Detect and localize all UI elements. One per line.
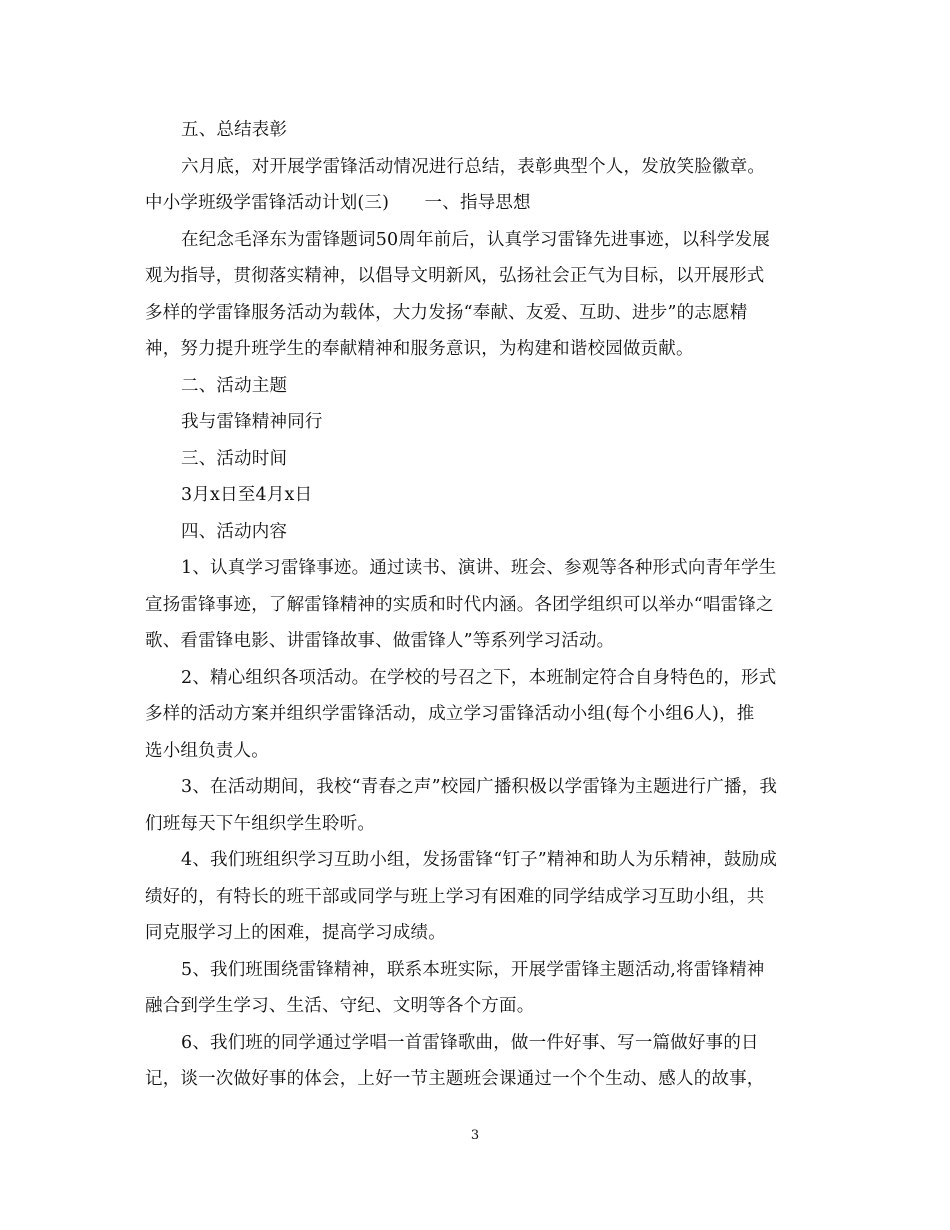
text-line: 观为指导，贯彻落实精神，以倡导文明新风，弘扬社会正气为目标，以开展形式 xyxy=(145,266,765,286)
text-line: 绩好的，有特长的班干部或同学与班上学习有困难的同学结成学习互助小组，共 xyxy=(145,887,765,907)
text-line: 多样的活动方案并组织学雷锋活动，成立学习雷锋活动小组(每个小组6人)，推 xyxy=(145,704,755,724)
text-line: 6、我们班的同学通过学唱一首雷锋歌曲，做一件好事、写一篇做好事的日 xyxy=(181,1033,759,1053)
text-line: 五、总结表彰 xyxy=(181,120,288,140)
text-line: 选小组负责人。 xyxy=(145,741,269,761)
text-line: 三、活动时间 xyxy=(181,449,288,469)
text-line: 3、在活动期间，我校“青春之声”校园广播积极以学雷锋为主题进行广播，我 xyxy=(181,777,778,797)
text-line: 们班每天下午组织学生聆听。 xyxy=(145,814,376,834)
text-line: 3月x日至4月x日 xyxy=(181,485,313,505)
text-line: 4、我们班组织学习互助小组，发扬雷锋“钉子”精神和助人为乐精神，鼓励成 xyxy=(181,850,778,870)
text-line: 我与雷锋精神同行 xyxy=(181,412,323,432)
text-line: 同克服学习上的困难，提高学习成绩。 xyxy=(145,923,446,943)
text-line: 六月底，对开展学雷锋活动情况进行总结，表彰典型个人，发放笑脸徽章。 xyxy=(181,157,766,177)
text-line: 在纪念毛泽东为雷锋题词50周年前后，认真学习雷锋先进事迹，以科学发展 xyxy=(181,230,771,250)
text-line: 记，谈一次做好事的体会，上好一节主题班会课通过一个个生动、感人的故事， xyxy=(145,1069,765,1089)
text-line: 5、我们班围绕雷锋精神，联系本班实际，开展学雷锋主题活动,将雷锋精神 xyxy=(181,960,765,980)
page-number: 3 xyxy=(470,1128,480,1143)
text-line: 中小学班级学雷锋活动计划(三) 一、指导思想 xyxy=(145,193,531,213)
text-line: 神，努力提升班学生的奉献精神和服务意识，为构建和谐校园做贡献。 xyxy=(145,339,694,359)
text-line: 二、活动主题 xyxy=(181,376,288,396)
text-line: 2、精心组织各项活动。在学校的号召之下，本班制定符合自身特色的，形式 xyxy=(181,668,777,688)
text-line: 宣扬雷锋事迹，了解雷锋精神的实质和时代内涵。各团学组织可以举办“唱雷锋之 xyxy=(145,595,774,615)
text-line: 融合到学生学习、生活、守纪、文明等各个方面。 xyxy=(145,996,535,1016)
text-line: 歌、看雷锋电影、讲雷锋故事、做雷锋人”等系列学习活动。 xyxy=(145,631,615,651)
text-line: 多样的学雷锋服务活动为载体，大力发扬“奉献、友爱、互助、进步”的志愿精 xyxy=(145,303,748,323)
text-line: 四、活动内容 xyxy=(181,522,288,542)
text-line: 1、认真学习雷锋事迹。通过读书、演讲、班会、参观等各种形式向青年学生 xyxy=(181,558,777,578)
